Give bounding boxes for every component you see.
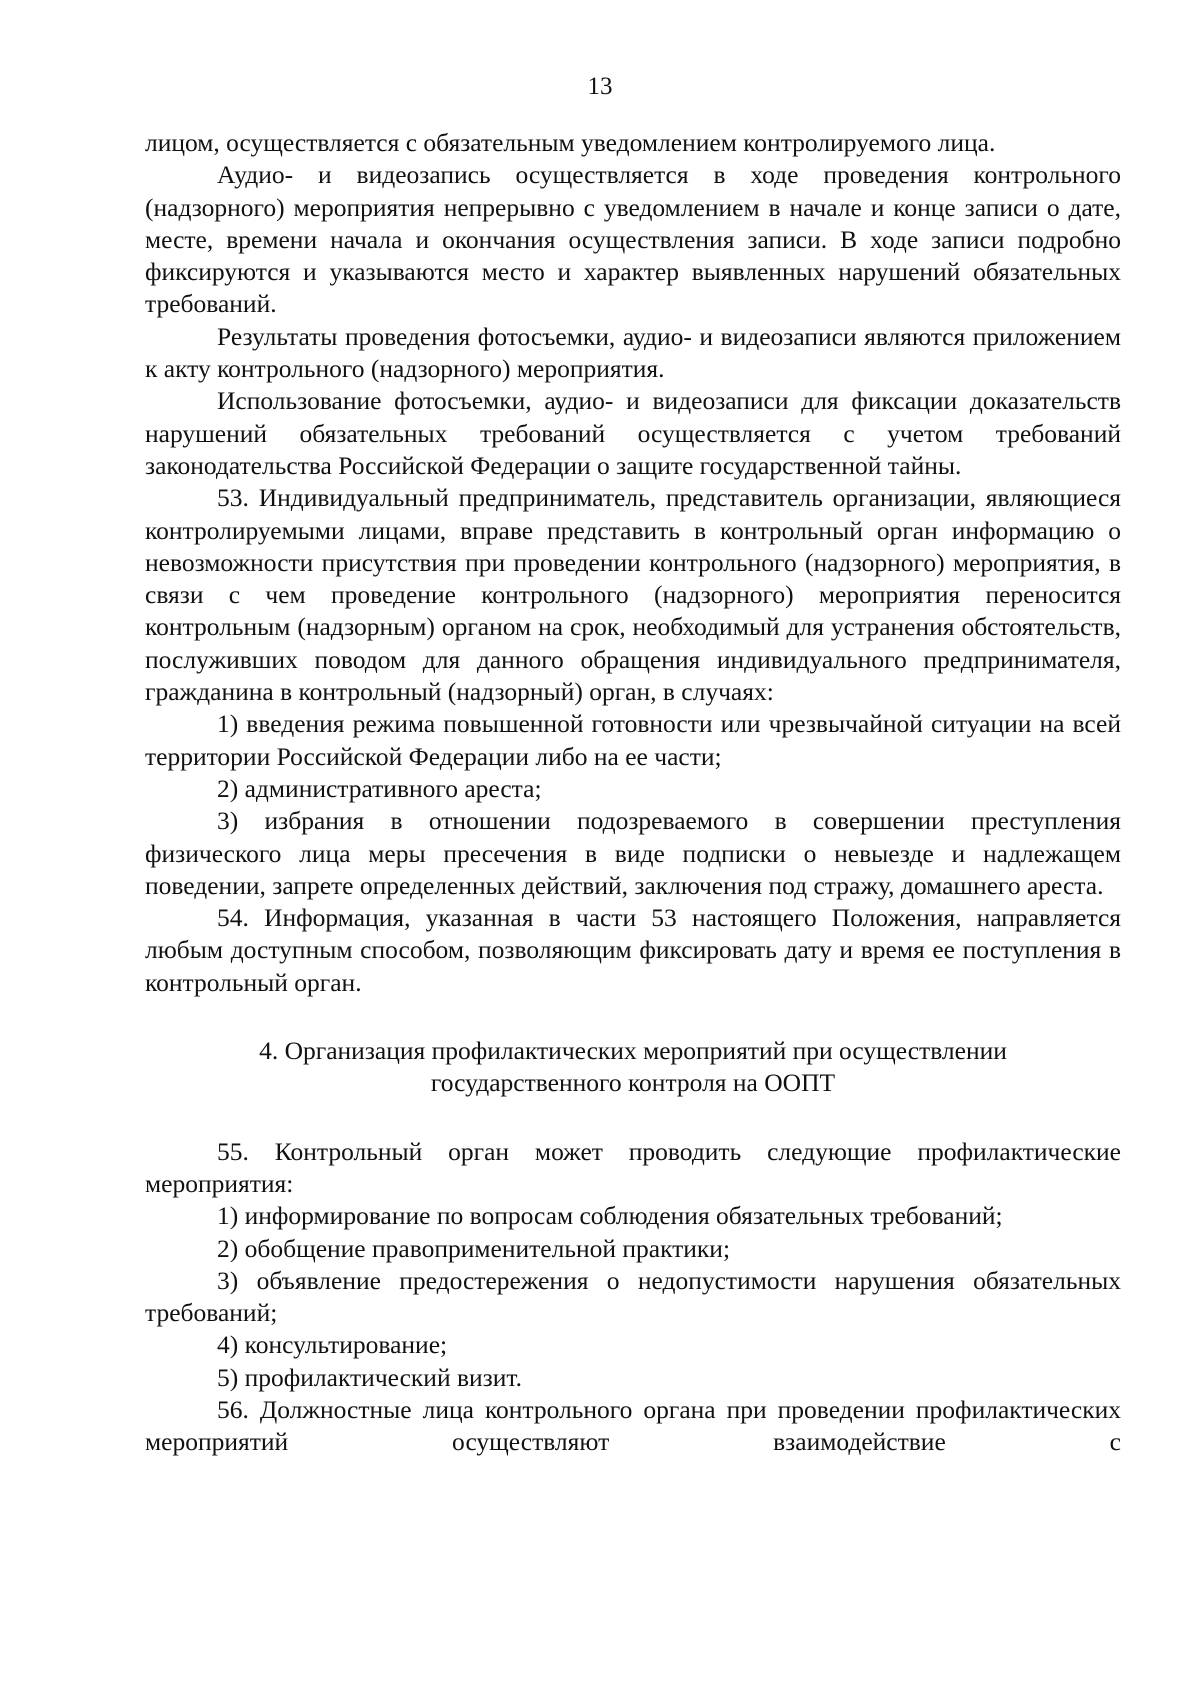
list-item-53-2: 2) административного ареста; xyxy=(217,773,542,803)
paragraph-usage: Использование фотосъемки, аудио- и видеозаписи для фиксации доказательств нарушений обязательных требований осуществляется с учетом требований законодательства Российской Федерации о защите государственной тайны. xyxy=(145,386,1121,480)
list-item-53-3: 3) избрания в отношении подозреваемого в совершении преступления физического лица меры пресечения в виде подписки о невыезде и надлежащем поведении, запрете определенных действий, заключения под стражу, домашнего ареста. xyxy=(145,806,1121,900)
list-item-55-4: 4) консультирование; xyxy=(217,1330,448,1360)
page-number: 13 xyxy=(587,73,613,100)
paragraph-results: Результаты проведения фотосъемки, аудио- и видеозаписи являются приложением к акту контрольного (надзорного) мероприятия. xyxy=(145,321,1121,384)
paragraph-continuation: лицом, осуществляется с обязательным уведомлением контролируемого лица. xyxy=(145,128,996,157)
section-heading: 4. Организация профилактических мероприятий при осуществлении государственного контроля на ООПТ xyxy=(259,1036,1007,1098)
paragraph-55: 55. Контрольный орган может проводить следующие профилактические мероприятия: xyxy=(145,1136,1121,1198)
list-item-55-5: 5) профилактический визит. xyxy=(217,1362,522,1392)
paragraph-audio-video: Аудио- и видеозапись осуществляется в ходе проведения контрольного (надзорного) мероприятия непрерывно с уведомлением в начале и конце записи о дате, месте, времени начала и окончания осуществления записи. В ходе записи подробно фиксируются и указываются место и характер выявленных нарушений обязательных требований. xyxy=(145,160,1121,319)
list-item-55-2: 2) обобщение правоприменительной практики; xyxy=(217,1233,731,1263)
list-item-55-3: 3) объявление предостережения о недопустимости нарушения обязательных требований; xyxy=(145,1265,1121,1328)
paragraph-56: 56. Должностные лица контрольного органа при проведении профилактических мероприятий осуществляют взаимодействие с xyxy=(145,1394,1121,1457)
document-body xyxy=(145,127,1121,1459)
list-item-53-1: 1) введения режима повышенной готовности или чрезвычайной ситуации на всей территории Российской Федерации либо на ее части; xyxy=(145,709,1121,771)
paragraph-54: 54. Информация, указанная в части 53 настоящего Положения, направляется любым доступным способом, позволяющим фиксировать дату и время ее поступления в контрольный орган. xyxy=(145,903,1121,997)
paragraph-53: 53. Индивидуальный предприниматель, представитель организации, являющиеся контролируемыми лицами, вправе представить в контрольный орган информацию о невозможности присутствия при проведении контрольного (надзорного) мероприятия, в связи с чем проведение контрольного (надзорного) мероприятия переносится контрольным (надзорным) органом на срок, необходимый для устранения обстоятельств, послуживших поводом для данного обращения индивидуального предпринимателя, гражданина в контрольный (надзорный) орган, в случаях: xyxy=(145,483,1121,707)
list-item-55-1: 1) информирование по вопросам соблюдения обязательных требований; xyxy=(217,1201,1003,1231)
